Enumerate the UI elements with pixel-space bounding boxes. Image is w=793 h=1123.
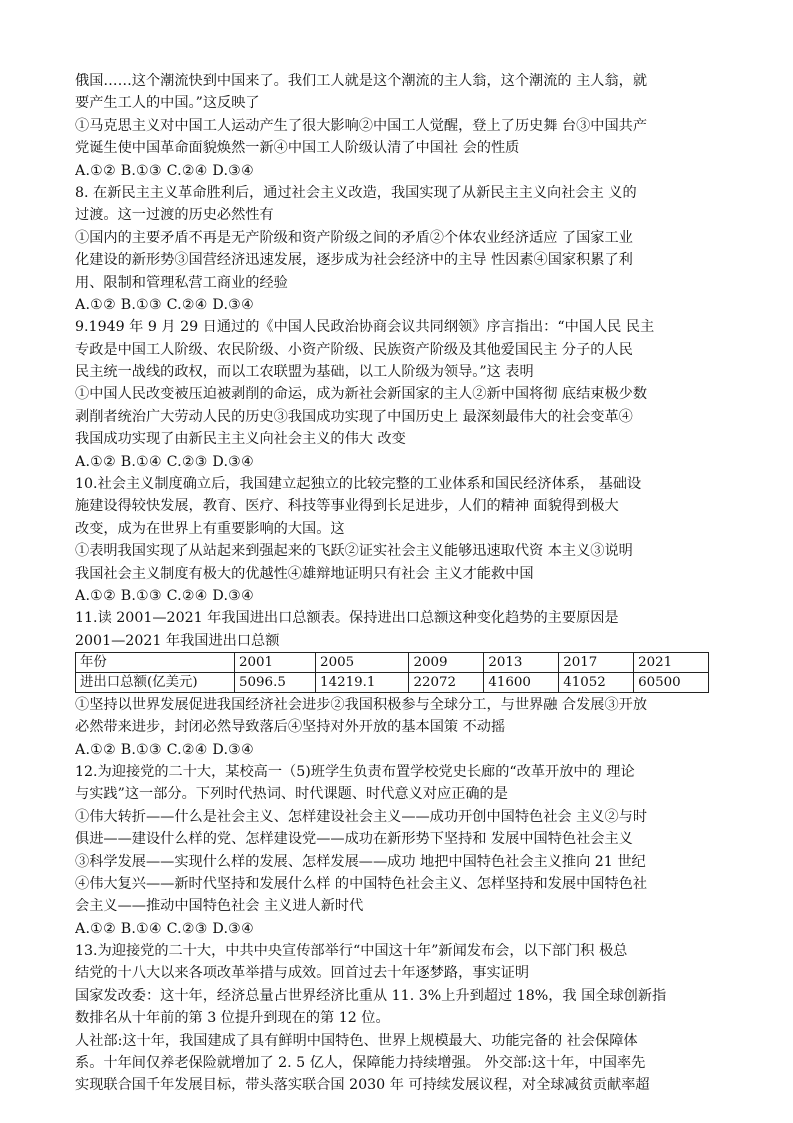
text-line: 12.为迎接党的二十大，某校高一（5)班学生负责布置学校党史长廊的“改革开放中的 理论 (75, 763, 635, 780)
text-line: 9.1949 年 9 月 29 日通过的《中国人民政治协商会议共同纲领》序言指出：“中国人民 民主 (75, 319, 655, 336)
table-cell-value: 22072 (409, 672, 484, 692)
text-line: 我国社会主义制度有极大的优越性④雄辩地证明只有社会 主义才能救中国 (75, 565, 534, 582)
text-line: 人社部:这十年，我国建成了具有鲜明中国特色、世界上规模最大、功能完备的 社会保障体 (75, 1032, 638, 1049)
table-cell-value: 60500 (634, 672, 709, 692)
table-title: 2001—2021 年我国进出口总额 (75, 632, 280, 649)
text-line: 13.为迎接党的二十大，中共中央宣传部举行“中国这十年”新闻发布会，以下部门积 极总 (75, 943, 628, 960)
text-line: 俱进——建设什么样的党、怎样建设党——成功在新形势下坚持和 发展中国特色社会主义 (75, 831, 633, 848)
text-line: 要产生工人的中国。”这反映了 (75, 95, 260, 112)
text-line: ①坚持以世界发展促进我国经济社会进步②我国积极参与全球分工，与世界融 合发展③开放 (75, 696, 648, 713)
text-line: ①伟大转折——什么是社会主义、怎样建设社会主义——成功开创中国特色社会 主义②与时 (75, 808, 648, 825)
table-row-header-year: 年份 (76, 652, 235, 672)
text-line: 我国成功实现了由新民主主义向社会主义的伟大 改变 (75, 431, 406, 448)
table-cell-value: 5096.5 (235, 672, 316, 692)
text-line: 过渡。这一过渡的历史必然性有 (75, 207, 274, 224)
text-line: 会主义——推动中国特色社会 主义进人新时代 (75, 898, 364, 915)
text-line: 党诞生使中国革命面貌焕然一新④中国工人阶级认清了中国社 会的性质 (75, 140, 520, 157)
text-block-upper (75, 70, 715, 630)
table-row-header-value: 进出口总额(亿美元) (76, 672, 235, 692)
text-line: 专政是中国工人阶级、农民阶级、小资产阶级、民族资产阶级及其他爱国民主 分子的人民 (75, 341, 633, 358)
text-line: ①国内的主要矛盾不再是无产阶级和资产阶级之间的矛盾②个体农业经济适应 了国家工业 (75, 229, 633, 246)
answer-options: A.①② B.①③ C.②④ D.③④ (75, 587, 255, 604)
table-cell-year: 2001 (235, 652, 316, 672)
text-line: 剥削者统治广大劳动人民的历史③我国成功实现了中国历史上 最深刻最伟大的社会变革④ (75, 408, 633, 425)
text-line: ①表明我国实现了从站起来到强起来的飞跃②证实社会主义能够迅速取代资 本主义③说明 (75, 543, 633, 560)
table-row-values (76, 672, 709, 692)
text-block-lower (75, 694, 715, 1097)
text-line: 10.社会主义制度确立后，我国建立起独立的比较完整的工业体系和国民经济体系， 基础设 (75, 476, 642, 493)
text-line: 国家发改委：这十年，经济总量占世界经济比重从 11. 3%上升到超过 18%，我 国全球创新指 (75, 987, 667, 1004)
text-line: 改变，成为在世界上有重要影响的大国。这 (75, 520, 345, 537)
document-page (75, 70, 715, 1097)
table-cell-value: 41052 (559, 672, 634, 692)
text-line: 用、限制和管理私营工商业的经验 (75, 274, 288, 291)
text-line: ③科学发展——实现什么样的发展、怎样发展——成功 地把中国特色社会主义推向 21 世纪 (75, 853, 646, 870)
answer-options: A.①② B.①③ C.②④ D.③④ (75, 162, 255, 179)
text-line: 数排名从十年前的第 3 位提升到现在的第 12 位。 (75, 1010, 390, 1027)
table-cell-year: 2021 (634, 652, 709, 672)
table-cell-year: 2013 (484, 652, 559, 672)
trade-volume-table (75, 652, 709, 693)
answer-options: A.①② B.①④ C.②③ D.③④ (75, 453, 255, 470)
text-line: ④伟大复兴——新时代坚持和发展什么样 的中国特色社会主义、怎样坚持和发展中国特色社 (75, 875, 648, 892)
table-cell-year: 2005 (316, 652, 409, 672)
text-line: ①中国人民改变被压迫被剥削的命运，成为新社会新国家的主人②新中国将彻 底结束极少数 (75, 386, 648, 403)
text-line: 实现联合国千年发展目标，带头落实联合国 2030 年 可持续发展议程，对全球减贫贡献率超 (75, 1077, 650, 1094)
text-line: ①马克思主义对中国工人运动产生了很大影响②中国工人觉醒，登上了历史舞 台③中国共产 (75, 117, 648, 134)
answer-options: A.①② B.①④ C.②③ D.③④ (75, 920, 255, 937)
text-line: 必然带来进步，封闭必然导致落后④坚持对外开放的基本国策 不动摇 (75, 719, 506, 736)
text-line: 施建设得较快发展，教育、医疗、科技等事业得到长足进步，人们的精神 面貌得到极大 (75, 498, 619, 515)
text-line: 化建设的新形势③国营经济迅速发展，逐步成为社会经济中的主导 性因素④国家积累了利 (75, 252, 633, 269)
table-row-years (76, 652, 709, 672)
table-cell-year: 2017 (559, 652, 634, 672)
answer-options: A.①② B.①③ C.②④ D.③④ (75, 296, 255, 313)
text-line: 与实践”这一部分。下列时代热词、时代课题、时代意义对应正确的是 (75, 786, 508, 803)
text-line: 民主统一战线的政权，而以工农联盟为基础，以工人阶级为领导。”这 表明 (75, 364, 534, 381)
answer-options: A.①② B.①③ C.②④ D.③④ (75, 741, 255, 758)
text-line: 结党的十八大以来各项改革举措与成效。回首过去十年逐梦路，事实证明 (75, 965, 530, 982)
text-line: 11.读 2001—2021 年我国进出口总额表。保持进出口总额这种变化趋势的主要原因是 (75, 610, 619, 627)
table-cell-value: 41600 (484, 672, 559, 692)
text-line: 8. 在新民主主义革命胜利后，通过社会主义改造，我国实现了从新民主主义向社会主 义的 (75, 184, 637, 201)
table-cell-year: 2009 (409, 652, 484, 672)
text-line: 系。十年间仅养老保险就增加了 2. 5 亿人，保障能力持续增强。 外交部:这十年，中国率先 (75, 1055, 646, 1072)
table-cell-value: 14219.1 (316, 672, 409, 692)
text-line: 俄国……这个潮流快到中国来了。我们工人就是这个潮流的主人翁，这个潮流的 主人翁，就 (75, 73, 648, 89)
